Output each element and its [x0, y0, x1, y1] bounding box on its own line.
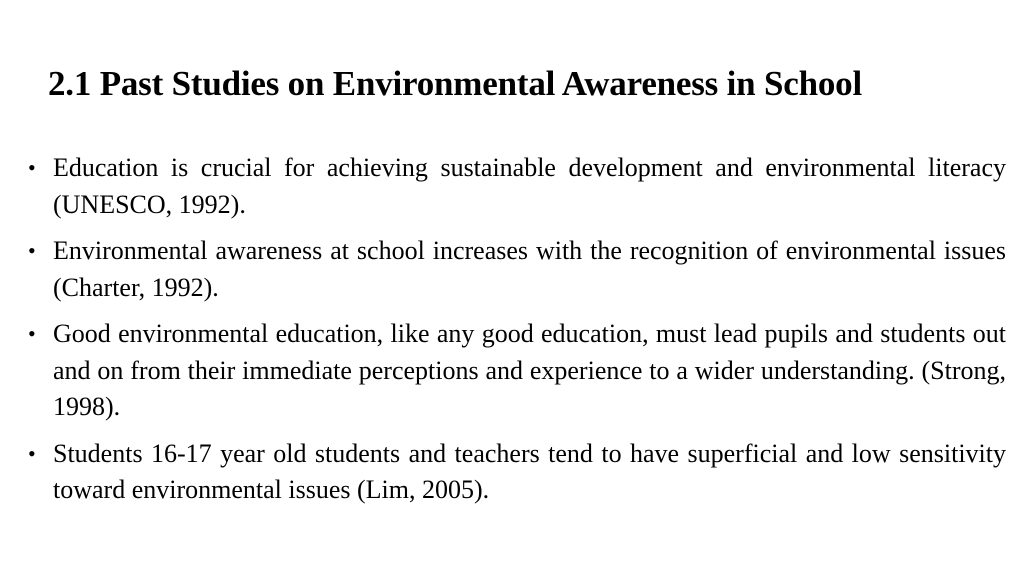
bullet-text: Environmental awareness at school increases with the recognition of environmental issues (Charter, 1992).	[53, 236, 1006, 302]
bullet-dot-icon: •	[28, 321, 36, 346]
bullet-item	[24, 436, 1006, 509]
bullet-dot-icon: •	[28, 440, 36, 466]
bullet-item	[24, 233, 1006, 306]
bullet-dot-icon: •	[28, 238, 36, 263]
bullet-item	[24, 316, 1006, 426]
bullet-text: Good environmental education, like any good education, must lead pupils and students out and on from their immediate perceptions and experience to a wider understanding. (Strong, 1998).	[53, 319, 1006, 421]
bullet-item	[24, 150, 1006, 223]
bullet-text: Education is crucial for achieving sustainable development and environmental literacy (UNESCO, 1992).	[53, 153, 1006, 219]
bullet-list	[24, 150, 1006, 519]
slide-title: 2.1 Past Studies on Environmental Awareness in School	[48, 64, 862, 103]
bullet-dot-icon: •	[28, 155, 36, 180]
bullet-text: Students 16-17 year old students and teachers tend to have superficial and low sensitivity toward environmental issues (Lim, 2005).	[53, 438, 1006, 504]
